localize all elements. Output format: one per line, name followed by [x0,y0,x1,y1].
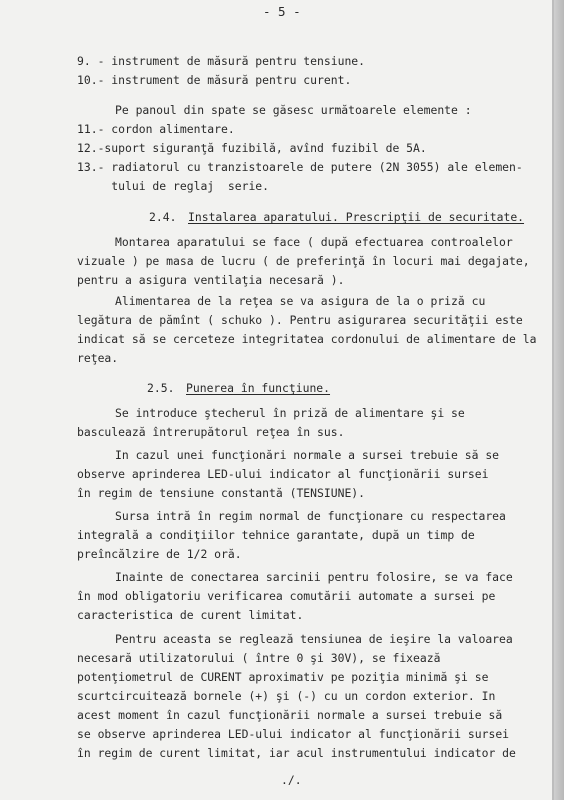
paragraph-line: caracteristica de curent limitat. [77,608,304,622]
list-item: 9. - instrument de măsură pentru tensiune. [77,54,366,68]
paragraph-line: vizuale ) pe masa de lucru ( de preferinţă în locuri mai degajate, [77,254,530,268]
paragraph-line: legătura de pămînt ( schuko ). Pentru asigurarea securităţii este [77,313,523,327]
paragraph-line: Pe panoul din spate se găsesc următoarele elemente : [115,103,472,117]
paragraph-line: necesară utilizatorului ( între 0 şi 30V), se fixează [77,651,441,665]
list-item: tului de reglaj serie. [77,179,270,193]
paragraph-line: potenţiometrul de CURENT aproximativ pe poziţia minimă şi se [77,670,489,684]
paragraph-line: acest moment în cazul funcţionării normale a sursei trebuie să [77,708,503,722]
paragraph-line: In cazul unei funcţionări normale a sursei trebuie să se [115,448,500,462]
list-item: 13.- radiatorul cu tranzistoarele de putere (2N 3055) ale elemen- [77,160,523,174]
list-item: 10.- instrument de măsură pentru curent. [77,73,352,87]
paragraph-line: se observe aprinderea LED-ului indicator al funcţionării sursei [77,727,510,741]
paragraph-line: în regim de curent limitat, iar acul instrumentului indicator de [77,746,516,760]
paragraph-line: scurtcircuitează bornele (+) şi (-) cu un cordon exterior. In [77,689,496,703]
list-item: 11.- cordon alimentare. [77,122,235,136]
paragraph-line: Pentru aceasta se reglează tensiunea de ieşire la valoarea [115,632,513,646]
paragraph-line: Sursa intră în regim normal de funcţionare cu respectarea [115,509,506,523]
paragraph-line: Inainte de conectarea sarcinii pentru folosire, se va face [115,570,513,584]
paragraph-line: în regim de tensiune constantă (TENSIUNE). [77,486,366,500]
section-heading: Punerea în funcţiune. [186,381,331,395]
paragraph-line: observe aprinderea LED-ului indicator al funcţionării sursei [77,467,489,481]
paragraph-line: reţea. [77,351,119,365]
paragraph-line: în mod obligatoriu verificarea comutării automate a sursei pe [77,589,496,603]
continuation-mark: ./. [281,773,302,787]
section-number: 2.5. [147,381,175,395]
paragraph-line: integrală a condiţiilor tehnice garantate, după un timp de [77,528,475,542]
paragraph-line: indicat să se cerceteze integritatea cordonului de alimentare de la [77,332,537,346]
paragraph-line: Montarea aparatului se face ( după efectuarea controalelor [115,235,513,249]
paragraph-line: pentru a asigura ventilaţia necesară ). [77,273,345,287]
scan-edge [554,0,564,800]
list-item: 12.-suport siguranţă fuzibilă, avînd fuzibil de 5A. [77,141,427,155]
page-number: - 5 - [263,4,301,19]
paragraph-line: Se introduce ştecherul în priză de alimentare şi se [115,406,465,420]
section-number: 2.4. [149,210,177,224]
paragraph-line: preîncălzire de 1/2 oră. [77,547,242,561]
paragraph-line: basculează întrerupătorul reţea în sus. [77,425,345,439]
section-heading: Instalarea aparatului. Prescripţii de securitate. [188,210,525,224]
paragraph-line: Alimentarea de la reţea se va asigura de la o priză cu [115,294,486,308]
